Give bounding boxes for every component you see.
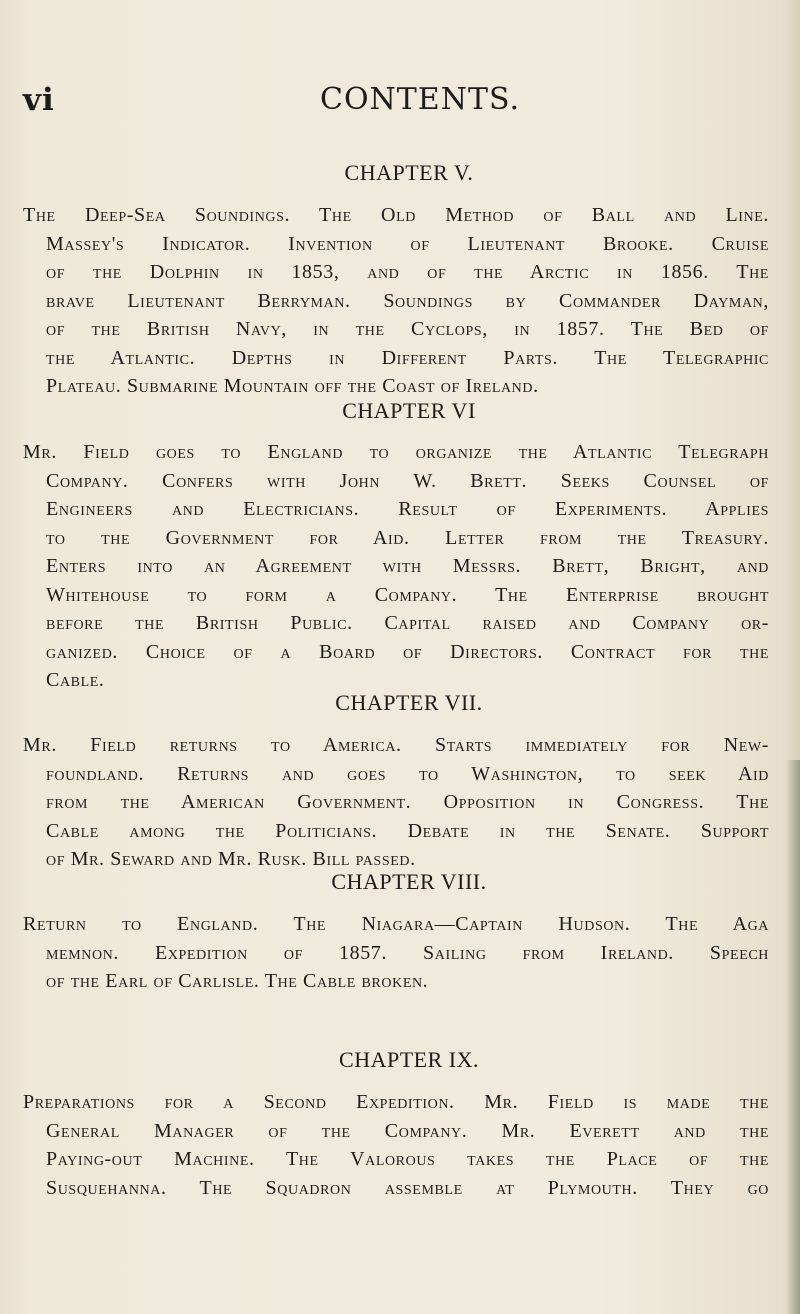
summary-line: memnon. Expedition of 1857. Sailing from Ireland. Speech — [46, 941, 769, 964]
chapter-heading: CHAPTER VII. — [335, 690, 483, 715]
summary-line: from the American Government. Opposition in Congress. The — [46, 791, 769, 813]
summary-line: Mr. Field goes to England to organize the Atlantic Telegraph — [23, 441, 769, 463]
summary-line: brave Lieutenant Berryman. Soundings by Commander Dayman, — [46, 289, 769, 312]
summary-line: Susquehanna. The Squadron assemble at Plymouth. They go — [46, 1176, 769, 1199]
running-head: CONTENTS. — [320, 82, 520, 117]
chapter-summary — [23, 1088, 769, 1202]
summary-line: Massey's Indicator. Invention of Lieutenant Brooke. Cruise — [46, 232, 769, 255]
summary-line: Whitehouse to form a Company. The Enterprise brought — [46, 583, 769, 606]
chapter-summary — [23, 201, 769, 401]
chapter-heading: CHAPTER V. — [344, 160, 474, 185]
summary-line: Company. Confers with John W. Brett. Seeks Counsel of — [46, 469, 769, 492]
summary-line: of Mr. Seward and Mr. Rusk. Bill passed. — [46, 848, 416, 870]
summary-line: before the British Public. Capital raised and Company or- — [46, 612, 769, 634]
summary-line: to the Government for Aid. Letter from the Treasury. — [46, 526, 769, 549]
chapter-summary — [23, 438, 769, 695]
chapter-summary — [23, 731, 769, 874]
summary-line: the Atlantic. Depths in Different Parts. The Telegraphic — [46, 346, 769, 369]
summary-line: of the Earl of Carlisle. The Cable broken. — [46, 970, 429, 992]
summary-line: Enters into an Agreement with Messrs. Brett, Bright, and — [46, 555, 769, 577]
summary-line: Cable. — [46, 669, 105, 691]
chapter-heading: CHAPTER IX. — [339, 1047, 479, 1072]
page-header — [0, 82, 800, 122]
summary-line: General Manager of the Company. Mr. Everett and the — [46, 1119, 769, 1142]
chapter-heading: CHAPTER VI — [342, 398, 476, 423]
summary-line: Engineers and Electricians. Result of Experiments. Applies — [46, 498, 769, 520]
summary-line: Mr. Field returns to America. Starts immediately for New- — [23, 734, 769, 756]
page-number: vi — [23, 82, 55, 118]
summary-line: Paying-out Machine. The Valorous takes the Place of the — [46, 1148, 769, 1170]
summary-line: Preparations for a Second Expedition. Mr. Field is made the — [23, 1091, 769, 1113]
summary-line: of the Dolphin in 1853, and of the Arctic in 1856. The — [46, 261, 769, 283]
summary-line: of the British Navy, in the Cyclops, in 1857. The Bed of — [46, 318, 769, 340]
summary-line: The Deep-Sea Soundings. The Old Method of Ball and Line. — [23, 204, 769, 226]
summary-line: Return to England. The Niagara—Captain Hudson. The Aga — [23, 913, 769, 935]
chapter-summary — [23, 910, 769, 996]
summary-line: Plateau. Submarine Mountain off the Coast of Ireland. — [46, 375, 539, 397]
chapter-heading: CHAPTER VIII. — [331, 869, 487, 894]
summary-line: Cable among the Politicians. Debate in the Senate. Support — [46, 819, 769, 842]
summary-line: foundland. Returns and goes to Washington, to seek Aid — [46, 762, 769, 785]
page-edge-shadow — [786, 760, 800, 1314]
summary-line: ganized. Choice of a Board of Directors. Contract for the — [46, 640, 769, 663]
